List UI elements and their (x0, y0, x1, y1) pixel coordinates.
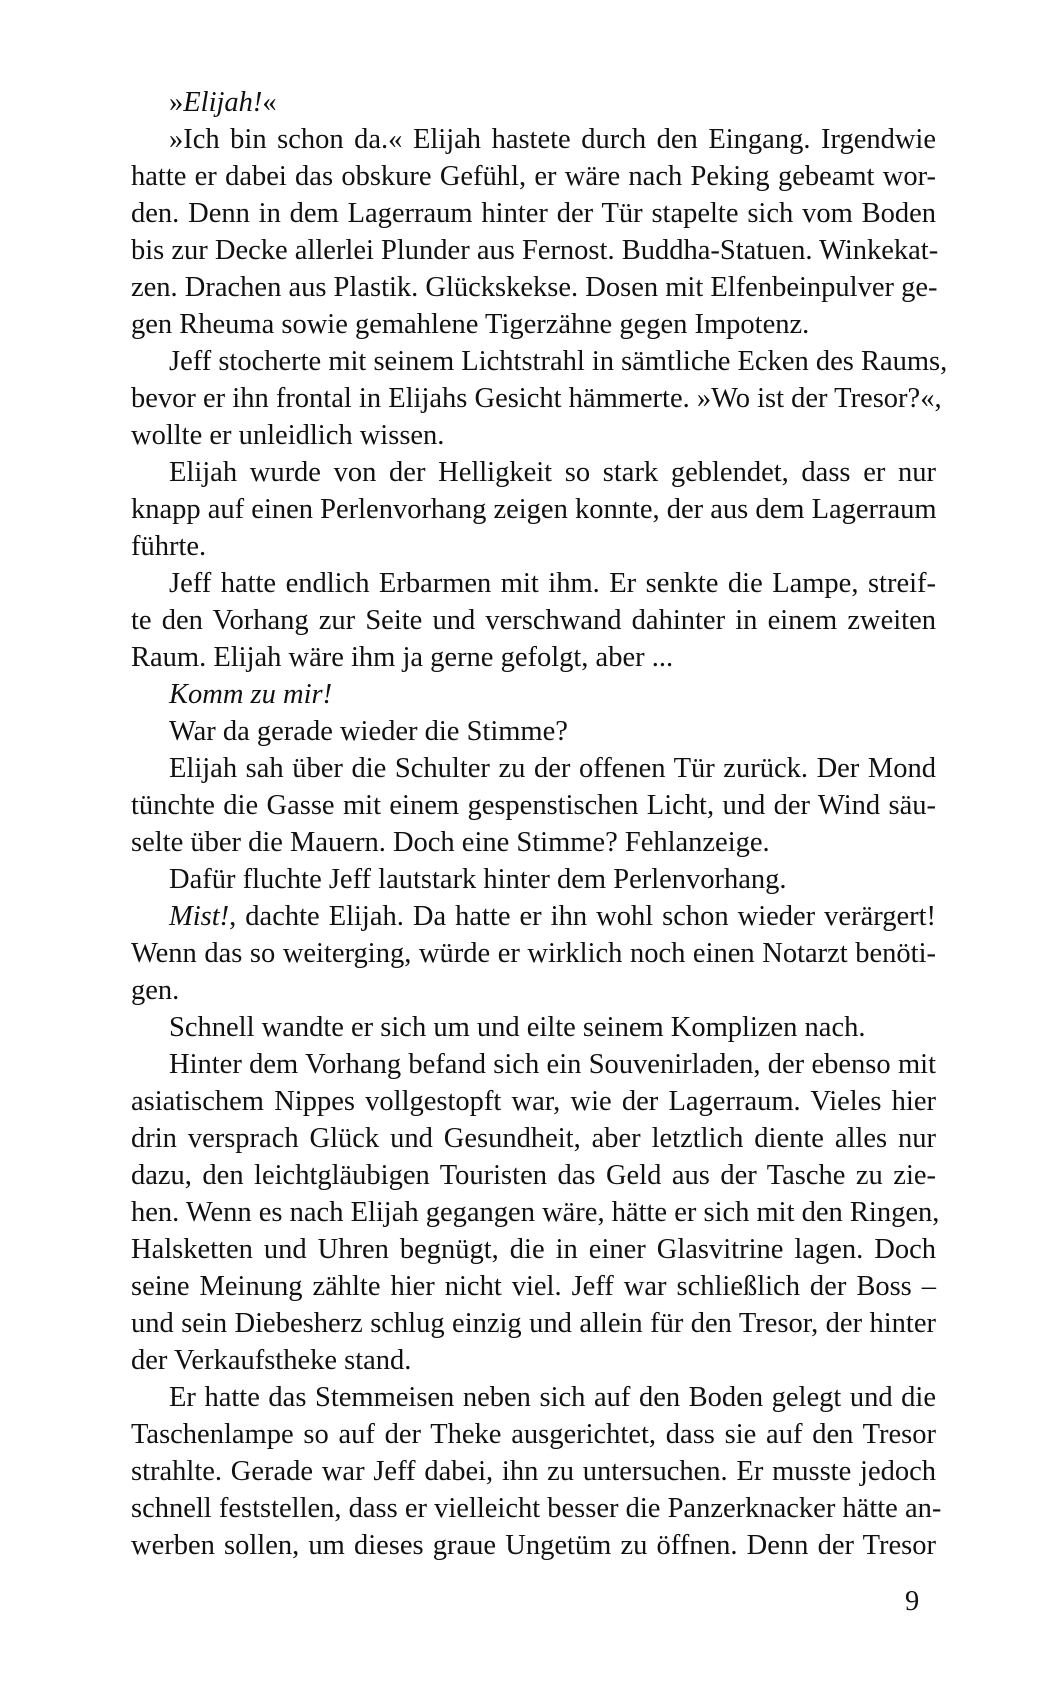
line-text: gen Rheuma sowie gemahlene Tigerzähne gegen Impotenz. (131, 309, 810, 340)
text-line (131, 491, 936, 528)
line-text: Halsketten und Uhren begnügt, die in einer Glasvitrine lagen. Doch (131, 1234, 936, 1265)
line-text: Jeff stocherte mit seinem Lichtstrahl in sämtliche Ecken des Raums, (169, 346, 948, 377)
line-text: »Ich bin schon da.« Elijah hastete durch den Eingang. Irgendwie (169, 124, 936, 155)
text-line (131, 1046, 936, 1083)
text-line (131, 1083, 936, 1120)
text-line (131, 676, 936, 713)
line-italic-text: Komm zu mir! (169, 679, 333, 710)
text-line (131, 1416, 936, 1453)
line-text: dazu, den leichtgläubigen Touristen das Geld aus der Tasche zu zie- (131, 1160, 936, 1191)
line-text: zen. Drachen aus Plastik. Glückskekse. Dosen mit Elfenbeinpulver ge- (131, 272, 938, 303)
line-text: tünchte die Gasse mit einem gespenstischen Licht, und der Wind säu- (131, 790, 936, 821)
text-line (131, 602, 936, 639)
text-line (131, 972, 936, 1009)
text-line (131, 269, 936, 306)
text-line (131, 121, 936, 158)
line-italic-text: Elijah! (183, 87, 263, 118)
line-text: wollte er unleidlich wissen. (131, 420, 445, 451)
line-text: den. Denn in dem Lagerraum hinter der Tür stapelte sich vom Boden (131, 198, 936, 229)
text-line (131, 1231, 936, 1268)
text-line (131, 1453, 936, 1490)
line-text: Schnell wandte er sich um und eilte seinem Komplizen nach. (169, 1012, 866, 1043)
text-line (131, 639, 936, 676)
line-text: gen. (131, 975, 180, 1006)
text-line (131, 158, 936, 195)
line-text: » (169, 87, 184, 118)
text-line (131, 935, 936, 972)
text-line (131, 1120, 936, 1157)
page-body (131, 84, 948, 1564)
text-line (131, 306, 936, 343)
line-text: hen. Wenn es nach Elijah gegangen wäre, hätte er sich mit den Ringen, (131, 1197, 940, 1228)
text-line (131, 713, 936, 750)
text-line (131, 861, 936, 898)
line-text: der Verkaufstheke stand. (131, 1345, 412, 1376)
line-text: strahlte. Gerade war Jeff dabei, ihn zu untersuchen. Er musste jedoch (131, 1456, 936, 1487)
text-line (131, 898, 936, 935)
line-text: Elijah sah über die Schulter zu der offenen Tür zurück. Der Mond (169, 753, 936, 784)
text-line (131, 528, 936, 565)
text-line (131, 1490, 942, 1527)
line-text: führte. (131, 531, 207, 562)
line-text: selte über die Mauern. Doch eine Stimme? Fehlanzeige. (131, 827, 770, 858)
line-text: Wenn das so weiterging, würde er wirklich noch einen Notarzt benöti- (131, 938, 936, 969)
line-text: Er hatte das Stemmeisen neben sich auf den Boden gelegt und die (169, 1382, 936, 1413)
text-line (131, 454, 936, 491)
line-text: Jeff hatte endlich Erbarmen mit ihm. Er senkte die Lampe, streif- (169, 568, 936, 599)
line-text-after: « (262, 87, 277, 118)
text-line (131, 1379, 936, 1416)
line-italic-text: Mist! (169, 901, 230, 932)
text-line (131, 195, 936, 232)
line-text: schnell feststellen, dass er vielleicht besser die Panzerknacker hätte an- (131, 1493, 942, 1524)
text-line (131, 750, 936, 787)
text-line (131, 380, 942, 417)
text-line (131, 565, 936, 602)
line-text: Hinter dem Vorhang befand sich ein Souvenirladen, der ebenso mit (169, 1049, 936, 1080)
line-text: bis zur Decke allerlei Plunder aus Fernost. Buddha-Statuen. Winkekat- (131, 235, 939, 266)
line-text: War da gerade wieder die Stimme? (169, 716, 568, 747)
line-text: hatte er dabei das obskure Gefühl, er wäre nach Peking gebeamt wor- (131, 161, 936, 192)
text-line (131, 417, 936, 454)
text-line (131, 824, 936, 861)
line-text: Raum. Elijah wäre ihm ja gerne gefolgt, aber ... (131, 642, 674, 673)
text-line (131, 1194, 940, 1231)
text-line (131, 84, 936, 121)
text-line (131, 343, 948, 380)
line-text: te den Vorhang zur Seite und verschwand dahinter in einem zweiten (131, 605, 936, 636)
line-text: werben sollen, um dieses graue Ungetüm zu öffnen. Denn der Tresor (131, 1530, 936, 1561)
line-text-after: , dachte Elijah. Da hatte er ihn wohl schon wieder verärgert! (229, 901, 936, 932)
line-text: Dafür fluchte Jeff lautstark hinter dem Perlenvorhang. (169, 864, 787, 895)
text-line (131, 1268, 936, 1305)
line-text: und sein Diebesherz schlug einzig und allein für den Tresor, der hinter (131, 1308, 936, 1339)
text-line (131, 1342, 936, 1379)
line-text: drin versprach Glück und Gesundheit, aber letztlich diente alles nur (131, 1123, 936, 1154)
text-line (131, 1009, 936, 1046)
line-text: knapp auf einen Perlenvorhang zeigen konnte, der aus dem Lagerraum (131, 494, 937, 525)
line-text: bevor er ihn frontal in Elijahs Gesicht hämmerte. »Wo ist der Tresor?«, (131, 383, 942, 414)
text-line (131, 787, 936, 824)
text-line (131, 232, 939, 269)
text-line (131, 1527, 936, 1564)
text-line (131, 1305, 936, 1342)
line-text: Elijah wurde von der Helligkeit so stark geblendet, dass er nur (169, 457, 936, 488)
text-line (131, 1157, 936, 1194)
line-text: seine Meinung zählte hier nicht viel. Jeff war schließlich der Boss – (131, 1271, 936, 1302)
page-number: 9 (905, 1586, 920, 1617)
line-text: asiatischem Nippes vollgestopft war, wie der Lagerraum. Vieles hier (131, 1086, 936, 1117)
line-text: Taschenlampe so auf der Theke ausgerichtet, dass sie auf den Tresor (131, 1419, 936, 1450)
